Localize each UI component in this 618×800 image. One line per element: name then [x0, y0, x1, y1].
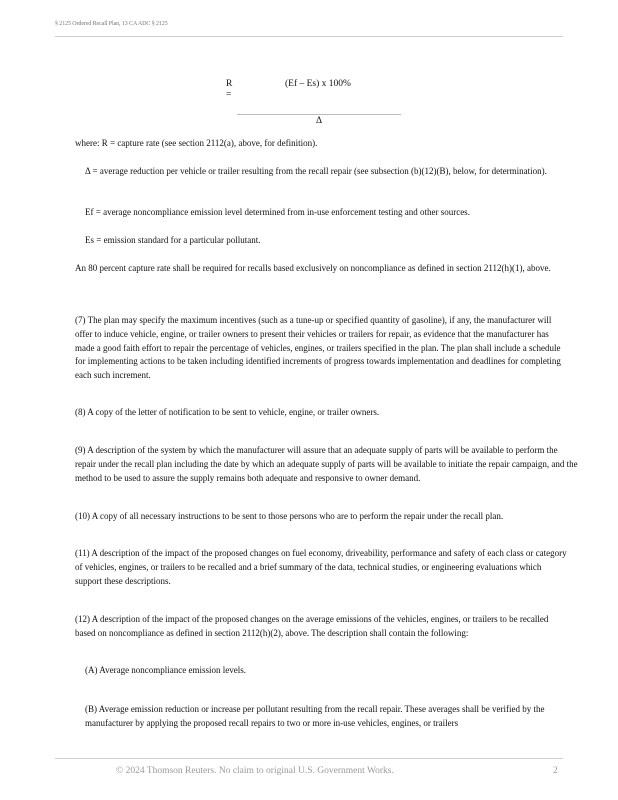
formula-lhs: [226, 79, 232, 101]
ef-definition: Ef = average noncompliance emission level determined from in-use enforcement testing and other sources.: [85, 207, 470, 217]
delta-definition: Δ = average reduction per vehicle or trailer resulting from the recall repair (see subsection (b)(12)(B), below, for determination).: [85, 166, 547, 176]
where-r-definition: where: R = capture rate (see section 2112(a), above, for definition).: [75, 138, 318, 148]
running-header: § 2125 Ordered Recall Plan, 13 CA ADC § 2125: [55, 21, 168, 27]
capture-rate-paragraph: An 80 percent capture rate shall be required for recalls based exclusively on noncompliance as defined in section 2112(h)(1), above.: [75, 263, 551, 273]
item-12a-paragraph: (A) Average noncompliance emission levels.: [85, 665, 247, 675]
footer-divider: [55, 758, 563, 759]
item-11-paragraph: (11) A description of the impact of the proposed changes on fuel economy, driveability, performance and safety of each class or category of vehicles, engines, or trailers to be recalled and a brief summary of the data, technical studies, or engineering evaluations which support these descriptions.: [75, 548, 567, 586]
es-definition: Es = emission standard for a particular pollutant.: [85, 235, 261, 245]
formula-fraction-bar: [237, 114, 401, 115]
item-9-paragraph: (9) A description of the system by which the manufacturer will assure that an adequate supply of parts will be available to perform the repair under the recall plan including the date by which an adequate supply of parts will be available to initiate the repair campaign, and the method to be used to assure the supply remains both adequate and responsive to owner demand.: [75, 445, 578, 483]
header-divider: [55, 36, 563, 37]
item-12-paragraph: (12) A description of the impact of the proposed changes on the average emissions of the vehicles, engines, or trailers to be recalled based on noncompliance as defined in section 2112(h)(2), above. The description shall contain the following:: [75, 614, 549, 638]
formula-r-symbol: R: [226, 79, 233, 89]
item-12b-paragraph: (B) Average emission reduction or increase per pollutant resulting from the recall repair. These averages shall be verified by the manufacturer by applying the proposed recall repairs to two or more in-use vehicles, engines, or trailers: [85, 704, 545, 728]
formula-numerator: (Ef – Es) x 100%: [285, 79, 351, 89]
item-8-paragraph: (8) A copy of the letter of notification to be sent to vehicle, engine, or trailer owners.: [75, 407, 380, 417]
formula-equals: =: [226, 90, 232, 100]
formula-denominator: Δ: [316, 116, 323, 126]
item-10-paragraph: (10) A copy of all necessary instructions to be sent to those persons who are to perform the repair under the recall plan.: [75, 511, 504, 521]
page-number: 2: [553, 766, 558, 776]
item-7-paragraph: (7) The plan may specify the maximum incentives (such as a tune-up or specified quantity of gasoline), if any, the manufacturer will offer to induce vehicle, engine, or trailer owners to present their vehicles or trailers for repair, as evidence that the manufacturer has made a good faith effort to repair the percentage of vehicles, engines, or trailers specified in the plan. The plan shall include a schedule for implementing actions to be taken including identified increments of progress towards implementation and deadlines for completing each such increment.: [75, 315, 561, 381]
footer-copyright: © 2024 Thomson Reuters. No claim to original U.S. Government Works.: [116, 766, 394, 776]
